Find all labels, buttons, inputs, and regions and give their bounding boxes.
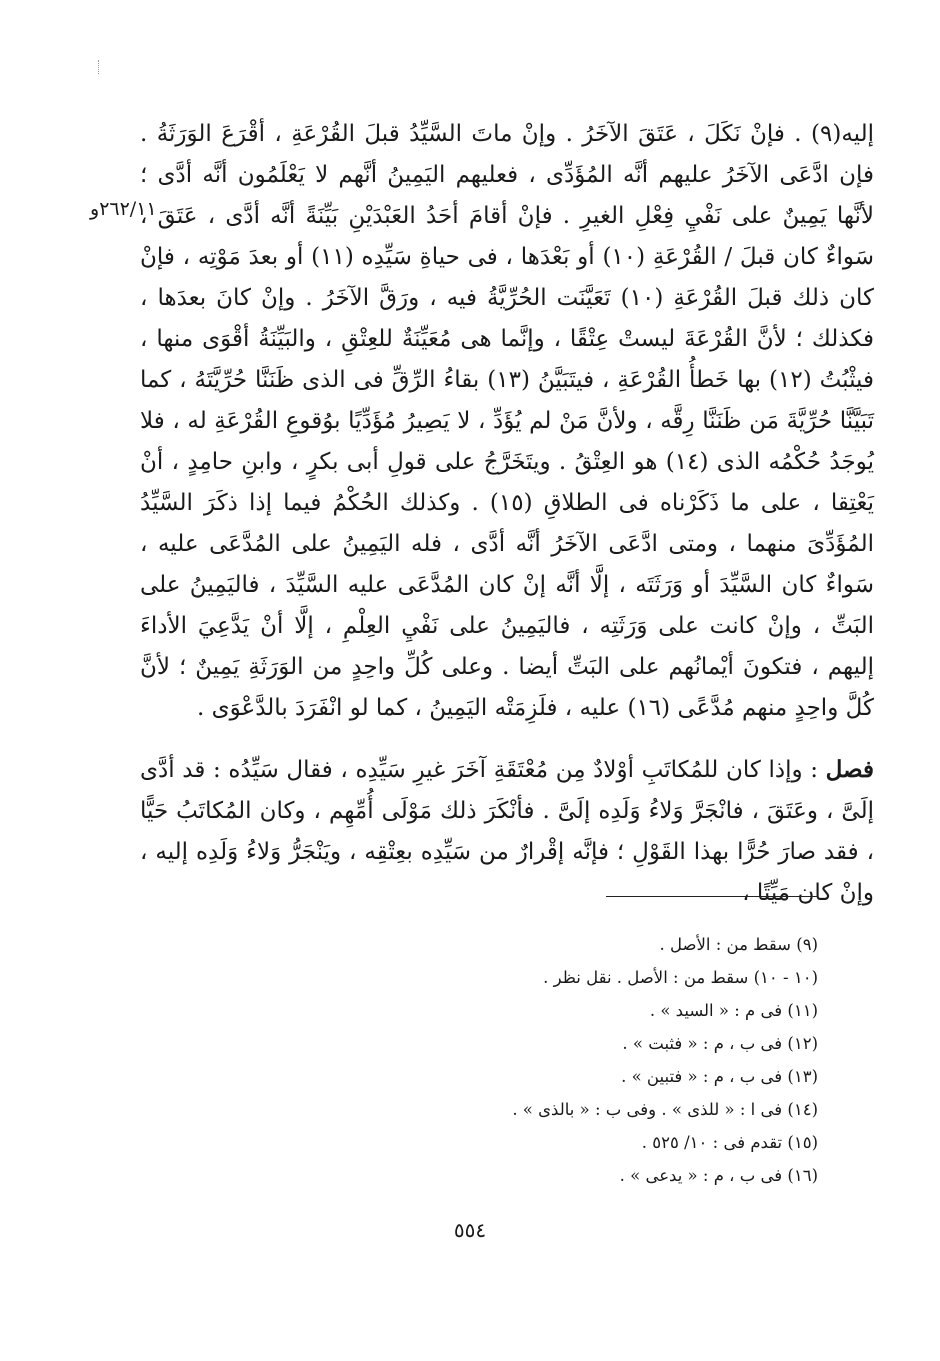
footnote-15: (١٥) تقدم فى : ١٠/ ٥٢٥ . — [641, 1133, 818, 1152]
main-text-block — [140, 114, 874, 914]
margin-reference: ٢٦٢/١١و — [90, 198, 157, 220]
page-number: ٥٥٤ — [453, 1218, 487, 1242]
body-paragraph-2-text: : وإذا كان للمُكاتَبِ أوْلادٌ مِن مُعْتَقَةِ آخَرَ غيرِ سَيِّدِه ، فقال سَيِّدُه : قد أدَّى إلَىَّ ، وعَتَقَ ، فانْجَرَّ وَلاءُ وَلَدِه إلَىَّ . فأنْكَرَ ذلك مَوْلَى أُمِّهِم ، وكان المُكاتَبُ حَيًّا ، فقد صارَ حُرًّا بهذا القَوْلِ ؛ فإنَّه إقْرارٌ من سَيِّدِه بعِتْقِه ، ويَنْجَرُّ وَلاءُ وَلَدِه إليه ، وإنْ كان مَيِّتًا ، — [140, 757, 874, 906]
footnote-14: (١٤) فى ا : « للذى » . وفى ب : « بالذى » . — [512, 1100, 818, 1119]
scan-speck — [98, 60, 101, 74]
footnote-13: (١٣) فى ب ، م : « فتبين » . — [621, 1067, 818, 1086]
body-paragraph-2 — [140, 749, 874, 914]
footnote-10: (١٠ - ١٠) سقط من : الأصل . نقل نظر . — [543, 968, 818, 987]
footnote-16: (١٦) فى ب ، م : « يدعى » . — [619, 1166, 818, 1185]
footnote-9: (٩) سقط من : الأصل . — [659, 935, 818, 954]
footnotes-block — [380, 928, 818, 1192]
body-paragraph-1: إليه(٩) . فإنْ نَكَلَ ، عَتَقَ الآخَرُ . وإنْ ماتَ السَّيِّدُ قبلَ القُرْعَةِ ، أقْرَعَ الوَرَثَةُ . فإن ادَّعَى الآخَرُ عليهم أنَّه المُؤَدِّى ، فعليهم اليَمِينُ أنَّهم لا يَعْلَمُون أنَّه أدَّى ؛ لأنَّها يَمِينٌ على نَفْيِ فِعْلِ الغيرِ . فإنْ أقامَ أحَدُ العَبْدَيْنِ بَيِّنَةً أنَّه أدَّى ، عَتَقَ ، سَواءٌ كان قبلَ / القُرْعَةِ (١٠) أو بَعْدَها ، فى حياةِ سَيِّدِه (١١) أو بعدَ مَوْتِه ، فإنْ كان ذلك قبلَ القُرْعَةِ (١٠) تَعَيَّنَت الحُرِّيَّةُ فيه ، ورَقَّ الآخَرُ . وإنْ كانَ بعدَها ، فكذلك ؛ لأنَّ القُرْعَةَ ليستْ عِتْقًا ، وإنَّما هى مُعَيِّنَةٌ للعِتْقِ ، والبَيِّنَةُ أقْوَى منها ، فيثْبُتُ (١٢) بها خَطأُ القُرْعَةِ ، فيتَبَيَّنُ (١٣) بقاءُ الرِّقِّ فى الذى ظَنَنَّا حُرِّيَّتَهُ ، كما تَبَيَّنَّا حُرِّيَّةَ مَن ظَنَنَّا رِقَّه ، ولأنَّ مَنْ لم يُؤَدِّ ، لا يَصِيرُ مُؤَدِّيًا بوُقوعِ القُرْعَةِ له ، فلا يُوجَدُ حُكْمُه الذى (١٤) هو العِتْقُ . ويتَخَرَّجُ على قولِ أبى بكرٍ ، وابنِ حامِدٍ ، أنْ يَعْتِقا ، على ما ذَكَرْناه فى الطلاقِ (١٥) . وكذلك الحُكْمُ فيما إذا ذكَرَ السَّيِّدُ المُؤَدِّىَ منهما ، ومتى ادَّعَى الآخَرُ أنَّه أدَّى ، فله اليَمِينُ على المُدَّعَى عليه ، سَواءٌ كان السَّيِّدَ أو وَرَثَتَه ، إلَّا أنَّه إنْ كان المُدَّعَى عليه السَّيِّدَ ، فاليَمِينُ على البَتِّ ، وإنْ كانت على وَرَثَتِه ، فاليَمِينُ على نَفْيِ العِلْمِ ، إلَّا أنْ يَدَّعِيَ الأداءَ إليهم ، فتكونَ أيْمانُهم على البَتِّ أيضا . وعلى كُلِّ واحِدٍ من الوَرَثَةِ يَمِينٌ ؛ لأنَّ كُلَّ واحِدٍ منهم مُدَّعًى (١٦) عليه ، فلَزِمَتْه اليَمِينُ ، كما لو انْفَرَدَ بالدَّعْوَى . — [140, 121, 874, 721]
footnote-separator — [606, 896, 818, 897]
footnote-12: (١٢) فى ب ، م : « فثبت » . — [622, 1034, 818, 1053]
section-heading-fasl: فصل — [825, 756, 874, 783]
footnote-11: (١١) فى م : « السيد » . — [649, 1001, 818, 1020]
